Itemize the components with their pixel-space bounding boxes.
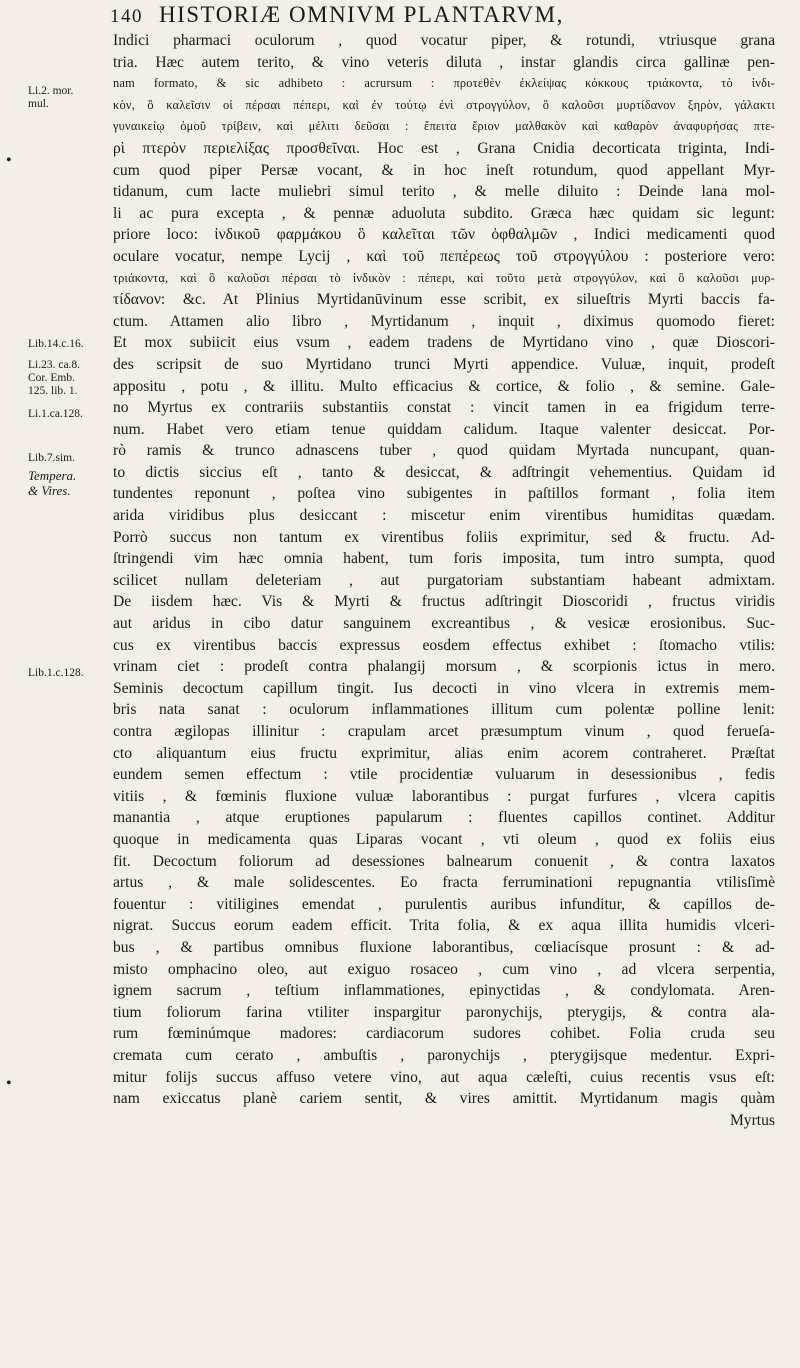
text-line: scilicet nullam deleteriam , aut purgatoriam substantiam habeant admixtam. [113, 571, 775, 589]
text-line: Seminis decoctum capillum tingit. Ius decocti in vino vlcera in extremis mem- [113, 679, 775, 697]
text-line: cremata cum cerato , ambuſtis , paronychijs , pterygijsque medentur. Expri- [113, 1046, 775, 1064]
margin-note: Lib.14.c.16. [28, 338, 84, 350]
text-line: cto aliquantum eius fructu exprimitur, alias enim acorem contraheret. Præſtat [113, 744, 775, 762]
margin-note: Li.2. mor. mul. [28, 85, 74, 110]
text-line: priore loco: ἰνδικοῦ φαρμάκου ὃ καλεῖται τῶν ὀφθαλμῶν , Indici medicamenti quod [113, 226, 775, 244]
text-line: γυναικείῳ ὁμοῦ τρίβειν, καὶ μέλιτι δεῦσαι : ἔπειτα ἔριον μαλθακὸν καὶ καθαρὸν ἀναφυρήσας πτε- [113, 119, 775, 134]
text-line: artus , & male solidescentes. Eo fracta ferruminationi repugnantia vtilisſimè [113, 874, 775, 892]
text-line: li ac pura excepta , & pennæ aduoluta subdito. Græca hæc quidam sic legunt: [113, 204, 775, 222]
margin-note: Lib.7.sim. [28, 452, 75, 464]
text-line: fouentur : vitiligines emendat , purulentis auribus infunditur, & capillos de- [113, 895, 775, 913]
text-line: nam exiccatus planè cariem sentit, & vires amittit. Myrtidanum magis quàm [113, 1090, 775, 1108]
paragraph-mark-icon: • [6, 152, 12, 169]
text-line: bris nata sanat : oculorum inflammationes illitum cum polentæ polline lenit: [113, 701, 775, 719]
text-line: tium foliorum farina vtiliter inspargitur paronychijs, pterygijs, & contra ala- [113, 1003, 775, 1021]
text-line: fit. Decoctum foliorum ad desessiones balnearum conuenit , & contra laxatos [113, 852, 775, 870]
text-line: ſtringendi vim hæc omnia habent, tum foris imposita, tum intro sumpta, quod [113, 550, 775, 568]
text-line: Et mox subiicit eius vsum , eadem tradens de Myrtidano vino , quæ Dioscori- [113, 334, 775, 352]
text-line: tundentes reponunt , poſtea vino subigentes in paſtillos formant , folia item [113, 485, 775, 503]
margin-note: Li.1.ca.128. [28, 408, 83, 420]
body-text [113, 30, 775, 1131]
text-line: Myrtus [729, 1111, 775, 1129]
text-line: oculare vocatur, nempe Lycij , καὶ τοῦ πεπέρεως τοῦ στρογγύλου : posteriore vero: [113, 247, 775, 265]
margin-notes [0, 0, 112, 1368]
text-line: ignem sacrum , teſtium inflammationes, epinyctidas , & condylomata. Aren- [113, 982, 775, 1000]
text-line: τίδανον: &c. At Plinius Myrtidanūvinum esse scribit, ex silueſtris Myrti baccis fa- [113, 291, 775, 309]
margin-note: Lib.1.c.128. [28, 667, 84, 679]
text-line: appositu , potu , & illitu. Multo efficacius & cortice, & folio , & semine. Gale- [113, 377, 775, 395]
text-line: cum quod piper Persæ vocant, & in hoc ineſt rotundum, quod appellant Myr- [113, 161, 775, 179]
text-line: cus ex virentibus baccis expressus eosdem effectus exhibet : ſtomacho vtilis: [113, 636, 775, 654]
page-number: 140 [110, 6, 143, 27]
text-line: rum fœminúmque madores: cardiacorum sudores cohibet. Folia cruda seu [113, 1025, 775, 1043]
text-line: vitiis , & fœminis fluxione vuluæ laborantibus : purgat furfures , vlcera capitis [113, 787, 775, 805]
text-line: num. Habet vero etiam tenue quiddam calidum. Itaque valenter desiccat. Por- [113, 420, 775, 438]
paragraph-mark-icon: • [6, 1075, 12, 1092]
margin-note: Li.23. ca.8. Cor. Emb. 125. lib. 1. [28, 359, 81, 397]
text-line: ρὶ πτερὸν περιελίξας προσθεῖναι. Hoc est , Grana Cnidia decorticata triginta, Indi- [113, 139, 775, 157]
text-line: quoque in medicamenta quas Liparas vocant , vti oleum , quod ex foliis eius [113, 830, 775, 848]
text-line: eundem semen effectum : vtile procidentiæ vuluarum in desessionibus , fedis [113, 766, 775, 784]
text-line: des scripsit de suo Myrtidano trunci Myrti appendice. Vuluæ, inquit, prodeſt [113, 355, 775, 373]
text-line: τριάκοντα, καὶ ὃ καλοῦσι πέρσαι τὸ ἰνδικὸν : πέπερι, καὶ τοῦτο μετὰ στρογγύλον, καὶ ὃ καλοῦσι μυρ- [113, 270, 775, 285]
text-line: bus , & partibus omnibus fluxione laborantibus, cœliacísque prosunt : & ad- [113, 938, 775, 956]
text-line: to dictis siccius eſt , tanto & desiccat, & adſtringit vehementius. Quidam id [113, 463, 775, 481]
text-line: rò ramis & trunco adnascens tuber , quod quidam Myrtada nuncupant, quan- [113, 442, 775, 460]
text-line: ctum. Attamen alio libro , Myrtidanum , inquit , diximus quomodo fieret: [113, 312, 775, 330]
text-line: aut aridus in cibo datur sanguinem excreantibus , & vesicæ erosionibus. Suc- [113, 615, 775, 633]
running-header [110, 2, 770, 30]
text-line: mitur folijs succus affuso vetere vino, aut aqua cæleſti, cuius recentis vsus eſt: [113, 1068, 775, 1086]
text-line: De iisdem hæc. Vis & Myrti & fructus adſtringit Dioscoridi , fructus viridis [113, 593, 775, 611]
text-line: Porrò succus non tantum ex virentibus foliis exprimitur, sed & fructu. Ad- [113, 528, 775, 546]
text-line: nigrat. Succus eorum eadem efficit. Trita folia, & ex aqua illita humidis vlceri- [113, 917, 775, 935]
text-line: Indici pharmaci oculorum , quod vocatur piper, & rotundi, vtriusque grana [113, 32, 775, 49]
running-title: HISTORIÆ OMNIVM PLANTARVM, [159, 2, 564, 27]
text-line: κὸν, ὃ καλεῖσιν οἱ πέρσαι πέπερι, καὶ ἐν τούτῳ ἐνὶ στρογγύλον, ὃ καλοῦσι μυρτίδανον ξηρὸν, γάλακτι [113, 97, 775, 112]
margin-note-heading: Tempera. & Vires. [28, 468, 77, 498]
text-line: vrinam ciet : prodeſt contra phalangij morsum , & scorpionis ictus in mero. [113, 658, 775, 676]
text-line: tria. Hæc autem terito, & vino veteris diluta , instar glandis circa gallinæ pen- [113, 53, 775, 71]
text-line: misto omphacino oleo, aut exiguo rosaceo , cum vino , ad vlcera serpentia, [113, 960, 775, 978]
text-line: contra ægilopas illinitur : crapulam arcet præsumptum vinum , quod ferueſa- [113, 723, 775, 740]
text-line: arida viridibus plus desiccant : miscetur enim virentibus humiditas quædam. [113, 507, 775, 525]
text-line: manantia , atque eruptiones papularum : fluentes capillos continet. Additur [113, 809, 775, 827]
text-line: tidanum, cum lacte muliebri simul terito , & melle diluito : Deinde lana mol- [113, 183, 775, 201]
text-line: nam formato, & sic adhibeto : acrursum : προτεθὲν ἐκλείψας κόκκους τριάκοντα, τὸ ἰνδι- [113, 76, 775, 91]
text-line: no Myrtus ex contrariis substantiis constat : vincit tamen in ea frigidum terre- [113, 399, 775, 417]
